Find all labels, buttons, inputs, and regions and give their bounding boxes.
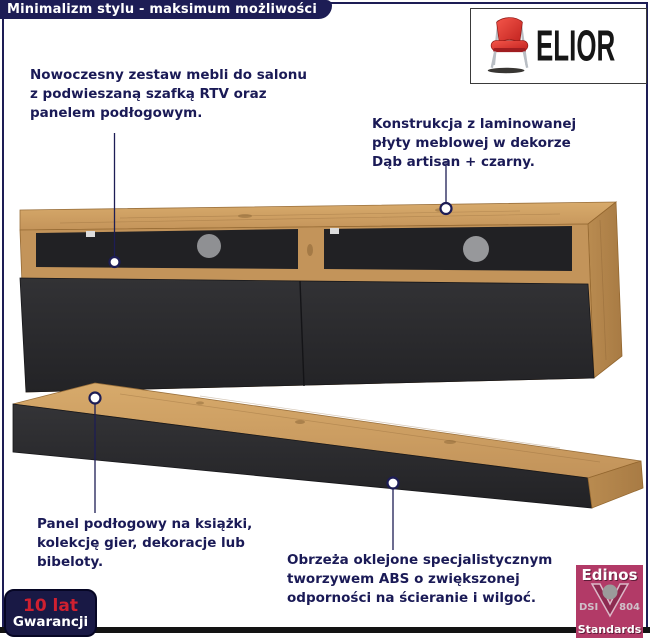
annotation-line: Dąb artisan + czarny. [372,154,535,170]
annotation-set [30,66,307,123]
annotation-line: z podwieszaną szafką RTV oraz [30,86,267,102]
warranty-label: Gwarancji [12,613,89,630]
annotation-line: kolekcję gier, dekoracje lub [37,535,245,551]
red-chair-icon [485,13,534,79]
cabinet-right-opening [324,226,572,271]
warranty-value: 10 lat [22,595,78,616]
annotation-abs-edges [287,551,552,608]
standards-badge [576,565,643,638]
annotation-line: bibeloty. [37,554,104,570]
standards-label: Standards [577,623,642,636]
annotation-line: Panel podłogowy na książki, [37,516,253,532]
annotation-line: Konstrukcja z laminowanej [372,116,577,132]
annotation-line: płyty meblowej w dekorze [372,135,571,151]
standards-left-text: DSI [579,602,599,613]
header-title: Minimalizm stylu - maksimum możliwości [7,2,317,17]
annotation-construction [372,115,576,172]
cable-hole [463,236,489,262]
warranty-badge [4,589,97,637]
brand-logo [470,8,647,84]
annotation-line: panelem podłogowym. [30,105,203,121]
annotation-line: tworzywem ABS o zwiększonej [287,571,520,587]
header-bar [0,0,332,19]
annotation-floor-panel [37,515,252,572]
floor-panel-image [0,370,650,515]
cabinet-left-opening [36,229,298,269]
cable-hole [197,234,221,258]
frame-bottom-bar [0,627,650,633]
annotation-line: Obrzeża oklejone specjalistycznym [287,552,553,568]
brand-name: ELIOR [535,20,616,71]
annotation-line: odporności na ścieranie i wilgoć. [287,590,537,606]
shelf-peg [330,228,339,234]
standards-brand: Edinos [581,566,638,584]
standards-right-text: 804 [619,602,640,613]
annotation-line: Nowoczesny zestaw mebli do salonu [30,67,308,83]
shelf-peg [86,231,95,237]
